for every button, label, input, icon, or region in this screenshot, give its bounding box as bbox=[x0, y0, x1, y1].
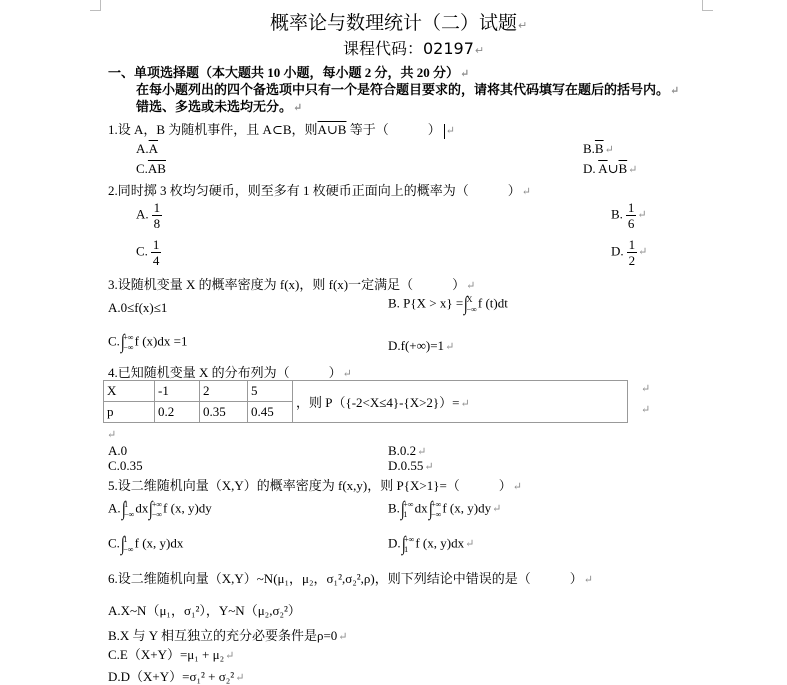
q6-option-a bbox=[108, 600, 301, 619]
q2-option-c-denominator: 4 bbox=[152, 253, 160, 268]
q2-option-b-fraction bbox=[626, 200, 637, 231]
q6-option-a-text: A.X~N（μ₁，σ₁²），Y~N（μ₂,σ₂²） bbox=[108, 603, 301, 618]
q2-option-d-label: D. bbox=[611, 243, 624, 259]
q1-option-c-math: $\overline{AB}$ bbox=[147, 161, 166, 176]
q4-option-d bbox=[388, 458, 434, 474]
q1-option-c-label: C. bbox=[136, 161, 148, 176]
q1-stem-suffix: 等于（ ） bbox=[349, 122, 441, 137]
upper-limit: X bbox=[466, 294, 473, 304]
paragraph-mark: ↵ bbox=[235, 672, 245, 684]
integral-sign-icon: ∫ bbox=[400, 498, 405, 520]
lower-limit: −∞ bbox=[151, 509, 163, 519]
q1-option-d-math-1: $\overline{A}$ bbox=[598, 161, 608, 176]
course-code-text: 课程代码：02197 bbox=[343, 39, 474, 58]
lower-limit: 1 bbox=[404, 544, 409, 554]
q2-option-b-denominator: 6 bbox=[627, 216, 635, 231]
q5-option-b-integrand: f (x, y)dy bbox=[442, 500, 492, 516]
q2-option-c-fraction bbox=[151, 237, 162, 268]
q2-option-c bbox=[136, 237, 161, 268]
q2-stem-text: 2.同时掷 3 枚均匀硬币，则至多有 1 枚硬币正面向上的概率为（ ） bbox=[108, 183, 521, 198]
corner-mark-top-left bbox=[90, 0, 101, 11]
q5-option-c-limits bbox=[120, 533, 134, 555]
lower-limit: −∞ bbox=[466, 304, 477, 314]
table-cell: -1 bbox=[155, 381, 200, 402]
paragraph-mark: ↵ bbox=[670, 85, 680, 97]
table-cell: 0.45 bbox=[248, 402, 293, 423]
q1-option-d-label: D. bbox=[583, 161, 596, 176]
q3-stem-text: 3.设随机变量 X 的概率密度为 f(x)，则 f(x)一定满足（ ） bbox=[108, 277, 466, 292]
lower-limit: −∞ bbox=[431, 509, 442, 519]
course-code bbox=[343, 36, 484, 59]
table-cell: 2 bbox=[200, 381, 248, 402]
paragraph-mark: ↵ bbox=[293, 102, 303, 114]
q3-stem bbox=[108, 274, 475, 293]
q5-option-a-label: A. bbox=[108, 500, 121, 516]
q5-option-c-label: C. bbox=[108, 535, 120, 551]
upper-limit: +∞ bbox=[403, 499, 414, 509]
q2-stem bbox=[108, 180, 531, 199]
q4-stem-text: 4.已知随机变量 X 的分布列为（ ） bbox=[108, 365, 342, 380]
paragraph-mark: ↵ bbox=[474, 44, 485, 57]
table-cell: 0.2 bbox=[155, 402, 200, 423]
corner-mark-top-right bbox=[702, 0, 713, 11]
q1-option-a-math: $\overline{A}$ bbox=[148, 141, 159, 156]
lower-limit: −∞ bbox=[123, 544, 134, 554]
text-cursor bbox=[444, 124, 445, 139]
q3-option-b-limits bbox=[467, 295, 477, 315]
q2-option-a-numerator: 1 bbox=[153, 200, 161, 215]
q3-option-a bbox=[108, 300, 167, 316]
q6-option-b-text: B.X 与 Y 相互独立的充分必要条件是ρ=0 bbox=[108, 628, 338, 643]
q2-option-b-numerator: 1 bbox=[627, 200, 635, 215]
table-cell: 0.35 bbox=[200, 402, 248, 423]
q5-option-b-dx: dx bbox=[414, 500, 428, 516]
paragraph-mark: ↵ bbox=[445, 125, 455, 137]
q4-stem bbox=[108, 362, 352, 381]
q4-option-a-text: A.0 bbox=[108, 443, 128, 458]
table-cell: p bbox=[104, 402, 155, 423]
q5-option-a-integrand: f (x, y)dy bbox=[163, 500, 212, 516]
paragraph-mark: ↵ bbox=[518, 19, 528, 32]
q2-option-d bbox=[611, 237, 647, 268]
paragraph-mark: ↵ bbox=[638, 246, 648, 259]
q3-option-c-limits bbox=[120, 331, 134, 353]
blank-line-mark: ↵ bbox=[107, 429, 117, 441]
paragraph-mark: ↵ bbox=[342, 368, 352, 380]
q2-option-a-fraction bbox=[152, 200, 163, 231]
integral-sign-icon: ∫ bbox=[121, 498, 126, 520]
table-end-mark: ↵ bbox=[641, 383, 651, 395]
paragraph-mark: ↵ bbox=[583, 574, 593, 586]
q3-option-d bbox=[388, 338, 454, 354]
q5-stem bbox=[108, 475, 522, 494]
q2-option-c-label: C. bbox=[136, 243, 148, 259]
q6-stem bbox=[108, 568, 593, 587]
q2-option-d-numerator: 1 bbox=[628, 237, 636, 252]
q6-option-c bbox=[108, 644, 234, 663]
q2-option-b-label: B. bbox=[611, 206, 623, 222]
upper-limit: +∞ bbox=[123, 332, 134, 342]
paragraph-mark: ↵ bbox=[338, 631, 348, 643]
q5-option-d-label: D. bbox=[388, 535, 401, 551]
q1-stem-prefix: 1.设 A，B 为随机事件，且 A⊂B，则 bbox=[108, 122, 318, 137]
q1-option-d bbox=[583, 161, 637, 177]
integral-sign-icon: ∫ bbox=[464, 293, 468, 315]
q4-distribution-table bbox=[103, 380, 628, 423]
paragraph-mark: ↵ bbox=[445, 341, 455, 353]
q2-option-c-numerator: 1 bbox=[152, 237, 160, 252]
q2-option-d-fraction bbox=[627, 237, 638, 268]
q2-option-a bbox=[136, 200, 162, 231]
q6-stem-text: 6.设二维随机向量（X,Y）~N(μ₁，μ₂，σ₁²,σ₂²,ρ)，则下列结论中错误的是（ ） bbox=[108, 571, 583, 586]
paragraph-mark: ↵ bbox=[466, 280, 476, 292]
upper-limit: +∞ bbox=[431, 499, 442, 509]
q5-option-b-limits-1 bbox=[400, 498, 414, 520]
q4-tail-text: ，则 P（{-2<X≤4}-{X>2}）= bbox=[296, 395, 460, 410]
q5-option-b-label: B. bbox=[388, 500, 400, 516]
q5-option-b bbox=[388, 498, 501, 521]
paragraph-mark: ↵ bbox=[637, 209, 647, 222]
q5-option-c bbox=[108, 533, 183, 556]
q5-option-d bbox=[388, 533, 474, 556]
instruction-text-1: 在每小题列出的四个备选项中只有一个是符合题目要求的，请将其代码填写在题后的括号内。 bbox=[136, 82, 670, 97]
q6-option-b bbox=[108, 625, 348, 644]
paragraph-mark: ↵ bbox=[492, 503, 502, 516]
q1-option-a bbox=[136, 141, 158, 157]
q3-option-b bbox=[388, 293, 508, 316]
q2-option-b bbox=[611, 200, 647, 231]
q4-option-b bbox=[388, 443, 426, 459]
q1-option-b-math: $\overline{B}$ bbox=[594, 141, 604, 156]
q5-stem-text: 5.设二维随机向量（X,Y）的概率密度为 f(x,y)，则 P{X>1}=（ ） bbox=[108, 478, 512, 493]
q1-stem-overlined: A∪B bbox=[317, 122, 347, 137]
upper-limit: +∞ bbox=[404, 534, 415, 544]
q2-option-a-label: A. bbox=[136, 206, 149, 222]
instruction-text-2: 错选、多选或未选均无分。 bbox=[136, 99, 293, 114]
table-end-mark: ↵ bbox=[641, 404, 651, 416]
q3-option-b-integrand: f (t)dt bbox=[477, 295, 508, 311]
paragraph-mark: ↵ bbox=[417, 446, 427, 458]
q5-option-d-integrand: f (x, y)dx bbox=[415, 535, 465, 551]
paragraph-mark: ↵ bbox=[465, 538, 475, 551]
paragraph-mark: ↵ bbox=[604, 144, 614, 156]
q3-option-a-text: A.0≤f(x)≤1 bbox=[108, 300, 168, 315]
upper-limit: +∞ bbox=[151, 499, 163, 509]
paragraph-mark: ↵ bbox=[460, 68, 470, 80]
q4-option-a bbox=[108, 443, 127, 459]
q4-option-b-text: B.0.2 bbox=[388, 443, 417, 458]
q6-option-d bbox=[108, 666, 244, 685]
integral-sign-icon: ∫ bbox=[428, 498, 433, 520]
q4-option-c bbox=[108, 458, 143, 474]
upper-limit: 1 bbox=[124, 499, 129, 509]
table-cell-tail bbox=[293, 381, 628, 423]
q5-option-a-limits-2 bbox=[152, 500, 162, 520]
q1-stem bbox=[108, 119, 455, 139]
paragraph-mark: ↵ bbox=[424, 461, 434, 473]
paragraph-mark: ↵ bbox=[512, 481, 522, 493]
exam-title-text: 概率论与数理统计（二）试题 bbox=[270, 12, 518, 34]
q6-option-d-text: D.D（X+Y）=σ₁² + σ₂² bbox=[108, 669, 235, 684]
q1-option-a-label: A. bbox=[136, 141, 149, 156]
paragraph-mark: ↵ bbox=[628, 164, 638, 176]
q1-option-b-label: B. bbox=[583, 141, 595, 156]
integral-sign-icon: ∫ bbox=[149, 498, 154, 520]
lower-limit: 1 bbox=[403, 509, 408, 519]
q4-option-c-text: C.0.35 bbox=[108, 458, 143, 473]
q4-option-d-text: D.0.55 bbox=[388, 458, 424, 473]
q5-option-c-integrand: f (x, y)dx bbox=[134, 535, 184, 551]
q1-option-d-union: ∪ bbox=[607, 161, 619, 176]
section-heading-text: 一、单项选择题（本大题共 10 小题，每小题 2 分，共 20 分） bbox=[108, 65, 460, 80]
q2-option-d-denominator: 2 bbox=[628, 253, 636, 268]
q5-option-a-dx: dx bbox=[135, 500, 149, 516]
q5-option-a bbox=[108, 498, 212, 521]
paragraph-mark: ↵ bbox=[225, 650, 235, 662]
table-row bbox=[104, 381, 628, 402]
paragraph-mark: ↵ bbox=[521, 186, 531, 198]
exam-title bbox=[270, 8, 527, 35]
q2-option-a-denominator: 8 bbox=[153, 216, 161, 231]
integral-sign-icon: ∫ bbox=[120, 331, 125, 353]
q3-option-d-text: D.f(+∞)=1 bbox=[388, 338, 445, 353]
table-cell: X bbox=[104, 381, 155, 402]
lower-limit: −∞ bbox=[124, 509, 135, 519]
q6-option-c-text: C.E（X+Y）=μ₁ + μ₂ bbox=[108, 647, 225, 662]
q3-option-c bbox=[108, 331, 187, 354]
q3-option-c-prefix: C. bbox=[108, 333, 120, 349]
integral-sign-icon: ∫ bbox=[401, 533, 406, 555]
q3-option-b-prefix: B. P{X > x} = bbox=[388, 295, 464, 311]
upper-limit: 1 bbox=[123, 534, 128, 544]
paragraph-mark: ↵ bbox=[460, 398, 470, 410]
q1-option-d-math-2: $\overline{B}$ bbox=[618, 161, 628, 176]
table-cell: 5 bbox=[248, 381, 293, 402]
integral-sign-icon: ∫ bbox=[120, 533, 125, 555]
q1-option-c bbox=[136, 161, 166, 177]
section-instruction-2 bbox=[136, 96, 302, 115]
q3-option-c-integrand: f (x)dx =1 bbox=[134, 333, 188, 349]
q1-option-b bbox=[583, 141, 614, 157]
lower-limit: −∞ bbox=[123, 342, 134, 352]
